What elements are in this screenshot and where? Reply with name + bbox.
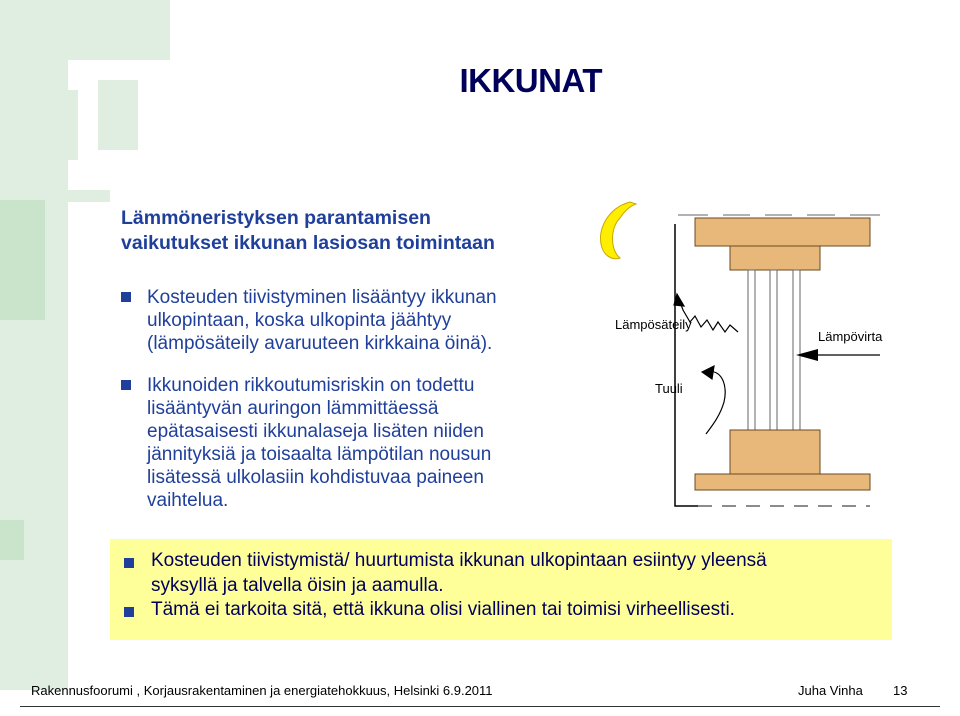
note-box (110, 539, 892, 640)
label-radiation: Lämpösäteily (615, 317, 692, 332)
bullet-square-icon (121, 380, 131, 390)
window-diagram (580, 190, 910, 520)
subtitle: Lämmöneristyksen parantamisen vaikutukset ikkunan lasiosan toimintaan (121, 207, 495, 254)
footer-rule (20, 706, 940, 707)
bullet-square-icon (124, 607, 134, 617)
top-frame (695, 218, 870, 270)
crescent-moon-icon (600, 202, 636, 259)
label-wind: Tuuli (655, 381, 683, 396)
wind-arrow-icon (702, 366, 725, 434)
bullet-square-icon (121, 292, 131, 302)
footer-event: Rakennusfoorumi , Korjausrakentaminen ja energiatehokkuus, Helsinki 6.9.2011 (31, 683, 493, 698)
bullet-text: Ikkunoiden rikkoutumisriskin on todettu lisääntyvän auringon lämmittäessä epätasaisesti ikkunalaseja lisäten niiden jännityksiä ja toisaalta lämpötilan nousun lisätessä ulkolasiin kohdistuvaa paineen vaihtelua. (147, 375, 492, 511)
page-title: IKKUNAT (459, 62, 602, 99)
bullet-list-item (121, 374, 551, 512)
note-line-3: Tämä ei tarkoita sitä, että ikkuna olisi viallinen tai toimisi virheellisesti. (151, 599, 735, 620)
heat-flow-arrow-icon (796, 349, 880, 361)
bullet-list-item (121, 286, 551, 355)
note-line-2: syksyllä ja talvella öisin ja aamulla. (151, 575, 444, 596)
glass-panes (748, 270, 800, 430)
note-line-1: Kosteuden tiivistymistä/ huurtumista ikkunan ulkopintaan esiintyy yleensä (151, 550, 767, 571)
page-number: 13 (893, 683, 908, 698)
bullet-square-icon (124, 558, 134, 568)
bullet-text: Kosteuden tiivistyminen lisääntyy ikkunan ulkopintaan, koska ulkopinta jäähtyy (lämpösäteily avaruuteen kirkkaina öinä). (147, 287, 497, 354)
footer-author: Juha Vinha (798, 683, 863, 698)
label-heatflow: Lämpövirta (818, 329, 883, 344)
bottom-frame (695, 430, 870, 490)
